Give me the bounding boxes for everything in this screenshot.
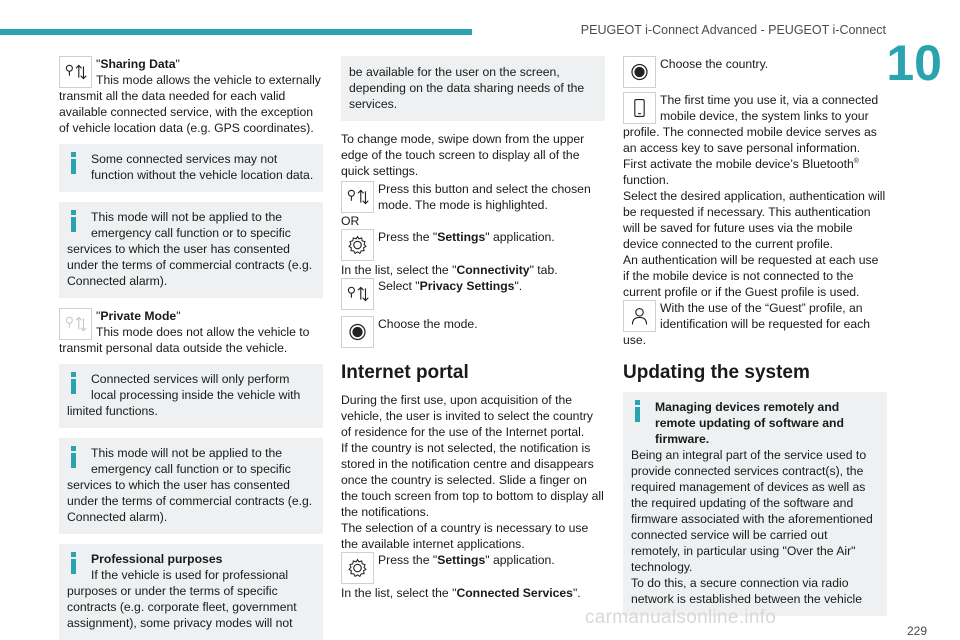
step-post: " tab. [529, 263, 558, 277]
sharing-data-title: Sharing Data [100, 57, 176, 71]
info-note-location [59, 144, 323, 192]
mobile-phone-icon [623, 92, 656, 124]
privacy-location-icon [59, 56, 92, 88]
note-text-first: Connected services will only perform local processing inside the vehicle with [91, 372, 301, 402]
note-body-2: To do this, a secure connection via radio network is established between the vehicle [631, 576, 863, 606]
privacy-location-icon [341, 278, 374, 310]
internet-body-1: During the first use, upon acquisition of the vehicle, the user is invited to select the country of residence for the use of the Internet portal. [341, 393, 594, 439]
user-profile-icon [623, 300, 656, 332]
header-accent-bar [0, 29, 472, 35]
info-note-professional-cont [341, 56, 605, 121]
radio-selected-icon [623, 56, 656, 88]
sharing-data-line1: This mode allows the vehicle to externally [96, 73, 321, 87]
note-text-rest: limited functions. [67, 404, 158, 418]
info-note-professional [59, 544, 323, 640]
internet-body-2: If the country is not selected, the notification is stored in the notification centre and disappears once the country is selected. Slide a finger on the touch screen from top to bottom to display all the notifications. [341, 441, 604, 519]
page-number: 229 [906, 624, 927, 638]
note-text-line1: If the vehicle is used for professional [91, 568, 289, 582]
private-mode-title: Private Mode [100, 309, 177, 323]
note-text: be available for the user on the screen, depending on the data sharing needs of the services. [349, 65, 585, 111]
privacy-button-step [341, 181, 605, 215]
select-app-text: Select the desired application, authentication will be requested if necessary. This authentication will be saved for future uses via the mobile device connected to the current profile. [623, 189, 886, 251]
professional-title: Professional purposes [91, 552, 223, 566]
bluetooth-text [623, 156, 887, 172]
internet-body-3: The selection of a country is necessary to use the available internet applications. [341, 521, 589, 551]
info-icon [631, 400, 644, 422]
column-2 [341, 56, 605, 601]
gear-icon [341, 229, 374, 261]
privacy-settings-step [341, 278, 605, 312]
info-icon [67, 446, 80, 468]
internet-portal-heading: Internet portal [341, 362, 469, 383]
page-header-title: PEUGEOT i-Connect Advanced - PEUGEOT i-Connect [580, 23, 886, 37]
step-pre: Select " [378, 279, 420, 293]
info-note-local [59, 364, 323, 428]
auth-request-text: An authentication will be requested at each use if the mobile device is not connected to the current profile or if the Guest profile is used. [623, 253, 879, 299]
guest-profile-step [623, 300, 887, 334]
connected-services-step [341, 585, 605, 601]
sharing-data-item: "Sharing Data" This mode allows the vehicle to externally [59, 56, 323, 90]
guest-rest: use. [623, 333, 647, 347]
sharing-data-body: transmit all the data needed for each valid available connected service, with the exception of vehicle location data (e.g. GPS coordinates). [59, 89, 314, 135]
note-text-first: This mode will not be applied to the emergency call function or to specific [91, 210, 291, 240]
connectivity-step [341, 262, 605, 278]
change-mode-text: To change mode, swipe down from the upper edge of the touch screen to display all of the quick settings. [341, 132, 585, 178]
private-mode-line1: This mode does not allow the vehicle to [96, 325, 310, 339]
step-pre: Press the " [378, 230, 438, 244]
step-text: Press this button and select the chosen mode. The mode is highlighted. [378, 182, 591, 212]
privacy-location-icon [59, 308, 92, 340]
bluetooth-label: First activate the mobile device’s Bluetooth [623, 157, 854, 171]
connected-services-label: Connected Services [456, 586, 573, 600]
column-3 [623, 56, 887, 616]
privacy-location-icon [341, 181, 374, 213]
step-line2: mobile device, the system links to your [660, 109, 869, 123]
note-text: Some connected services may not function without the vehicle location data. [91, 152, 314, 182]
column-1 [59, 56, 323, 640]
step-post: ". [514, 279, 523, 293]
bluetooth-end: function. [623, 173, 670, 187]
settings-label: Settings [437, 553, 486, 567]
step-text: Choose the country. [660, 57, 769, 71]
or-text: OR [341, 214, 360, 228]
info-icon [67, 210, 80, 232]
step-post: " application. [485, 230, 555, 244]
private-mode-item: "Private Mode" This mode does not allow the vehicle to [59, 308, 323, 342]
radio-selected-icon [341, 316, 374, 348]
step-line1: With the use of the “Guest” profile, an [660, 301, 863, 315]
settings-step [341, 229, 605, 263]
info-icon [67, 152, 80, 174]
private-mode-body: transmit personal data outside the vehicle. [59, 341, 288, 355]
privacy-settings-label: Privacy Settings [419, 279, 515, 293]
info-note-emergency-2 [59, 438, 323, 534]
step-pre: In the list, select the " [341, 586, 457, 600]
step-pre: In the list, select the " [341, 263, 457, 277]
step-post: " application. [485, 553, 555, 567]
connectivity-label: Connectivity [456, 263, 530, 277]
choose-mode-step [341, 316, 605, 350]
settings-label: Settings [437, 230, 486, 244]
step-line1: The first time you use it, via a connected [660, 93, 879, 107]
gear-icon [341, 552, 374, 584]
watermark: carmanualsonline.info [585, 607, 777, 628]
settings-step-2 [341, 552, 605, 586]
step-pre: Press the " [378, 553, 438, 567]
info-note-emergency-1 [59, 202, 323, 298]
first-time-body: profile. The connected mobile device serves as an access key to save personal information. [623, 125, 877, 155]
note-text-rest: purposes or under the terms of specific contracts (e.g. corporate fleet, government assignment), some privacy modes will not [67, 584, 297, 630]
note-text-rest: services to which the user has consented under the terms of commercial contracts (e.g. Connected alarm). [67, 478, 313, 524]
updating-system-heading: Updating the system [623, 362, 810, 383]
info-icon [67, 372, 80, 394]
mobile-device-step [623, 92, 887, 126]
step-line2: identification will be requested for each [660, 317, 871, 331]
note-text-first: This mode will not be applied to the emergency call function or to specific [91, 446, 291, 476]
step-post: ". [572, 586, 581, 600]
registered-mark: ® [853, 157, 859, 165]
note-title: Managing devices remotely and remote updating of software and firmware. [655, 400, 844, 446]
info-note-remote-updates [623, 392, 887, 616]
note-body: Being an integral part of the service used to provide connected services contract(s), the required management of devices as well as the required updating of the software and firmware associated with the aforementioned connected service will be carried out remotely, in particular using "Over the Air" technology. [631, 448, 873, 574]
choose-country-step [623, 56, 887, 90]
note-text-rest: services to which the user has consented under the terms of commercial contracts (e.g. Connected alarm). [67, 242, 313, 288]
chapter-number: 10 [886, 35, 942, 91]
info-icon [67, 552, 80, 574]
step-text: Choose the mode. [378, 317, 478, 331]
